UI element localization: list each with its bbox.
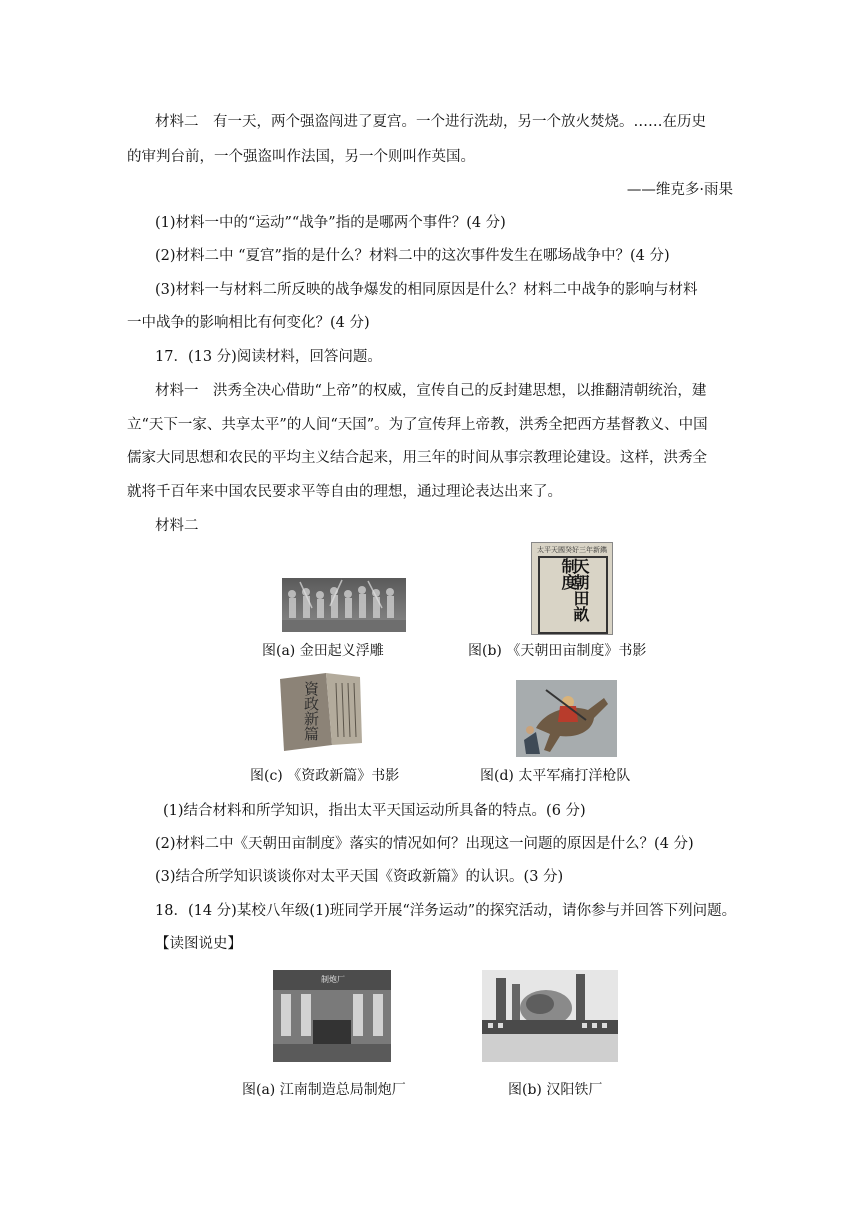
jintian-relief-image (282, 578, 406, 632)
book-c-title: 資政新篇 (302, 681, 320, 741)
figure-a-caption: 图(a) 金田起义浮雕 (262, 643, 384, 659)
question-16-2: (2)材料二中 “夏宫”指的是什么？材料二中的这次事件发生在哪场战争中？(4 分) (155, 248, 670, 264)
zizheng-xinpian-book-image (276, 669, 364, 753)
question-17-heading: 17．(13 分)阅读材料，回答问题。 (155, 349, 382, 365)
material-1-text-4: 就将千百年来中国农民要求平等自由的理想，通过理论表达出来了。 (127, 484, 562, 500)
question-17-3: (3)结合所学知识谈谈你对太平天国《资政新篇》的认识。(3 分) (155, 869, 564, 885)
figure-c-caption: 图(c) 《资政新篇》书影 (250, 768, 400, 784)
question-16-3-cont: 一中战争的影响相比有何变化？(4 分) (127, 315, 370, 331)
question-17-2: (2)材料二中《天朝田亩制度》落实的情况如何？出现这一问题的原因是什么？(4 分) (155, 836, 694, 852)
material-2-text: 材料二 有一天，两个强盗闯进了夏宫。一个进行洗劫，另一个放火焚烧。……在历史 (155, 114, 706, 130)
factory-sign: 制炮厂 (321, 975, 345, 984)
material-2-label: 材料二 (155, 518, 199, 534)
book-b-title: 天朝田畝制度 (559, 558, 590, 622)
material-1-text-3: 儒家大同思想和农民的平均主义结合起来，用三年的时间从事宗教理论建设。这样，洪秀全 (127, 450, 707, 466)
figure-b-caption: 图(b) 《天朝田亩制度》书影 (468, 643, 647, 659)
tianchao-tianmu-book-image (531, 542, 613, 635)
figure-18a-caption: 图(a) 江南制造总局制炮厂 (242, 1082, 406, 1098)
material-2-source: ——维克多·雨果 (626, 182, 733, 198)
question-16-3: (3)材料一与材料二所反映的战争爆发的相同原因是什么？材料二中战争的影响与材料 (155, 282, 698, 298)
hanyang-ironworks-image (482, 970, 618, 1062)
figure-d-caption: 图(d) 太平军痛打洋枪队 (480, 768, 631, 784)
question-18-section: 【读图说史】 (155, 936, 242, 952)
jiangnan-arsenal-image (273, 970, 391, 1062)
figure-18b-caption: 图(b) 汉阳铁厂 (508, 1082, 603, 1098)
question-18-heading: 18．(14 分)某校八年级(1)班同学开展“洋务运动”的探究活动，请你参与并回答下列问题。 (155, 903, 737, 919)
material-1-text: 材料一 洪秀全决心借助“上帝”的权威，宣传自己的反封建思想，以推翻清朝统治，建 (155, 383, 707, 399)
book-b-header: 太平天國癸好三年新鐫 (537, 546, 607, 554)
question-17-1: (1)结合材料和所学知识，指出太平天国运动所具备的特点。(6 分) (163, 803, 586, 819)
question-16-1: (1)材料一中的“运动”“战争”指的是哪两个事件？(4 分) (155, 215, 506, 231)
material-2-text-cont: 的审判台前，一个强盗叫作法国，另一个则叫作英国。 (127, 149, 475, 165)
taiping-army-image (516, 680, 617, 757)
material-1-text-2: 立“天下一家、共享太平”的人间“天国”。为了宣传拜上帝教，洪秀全把西方基督教义、中国 (127, 417, 708, 433)
